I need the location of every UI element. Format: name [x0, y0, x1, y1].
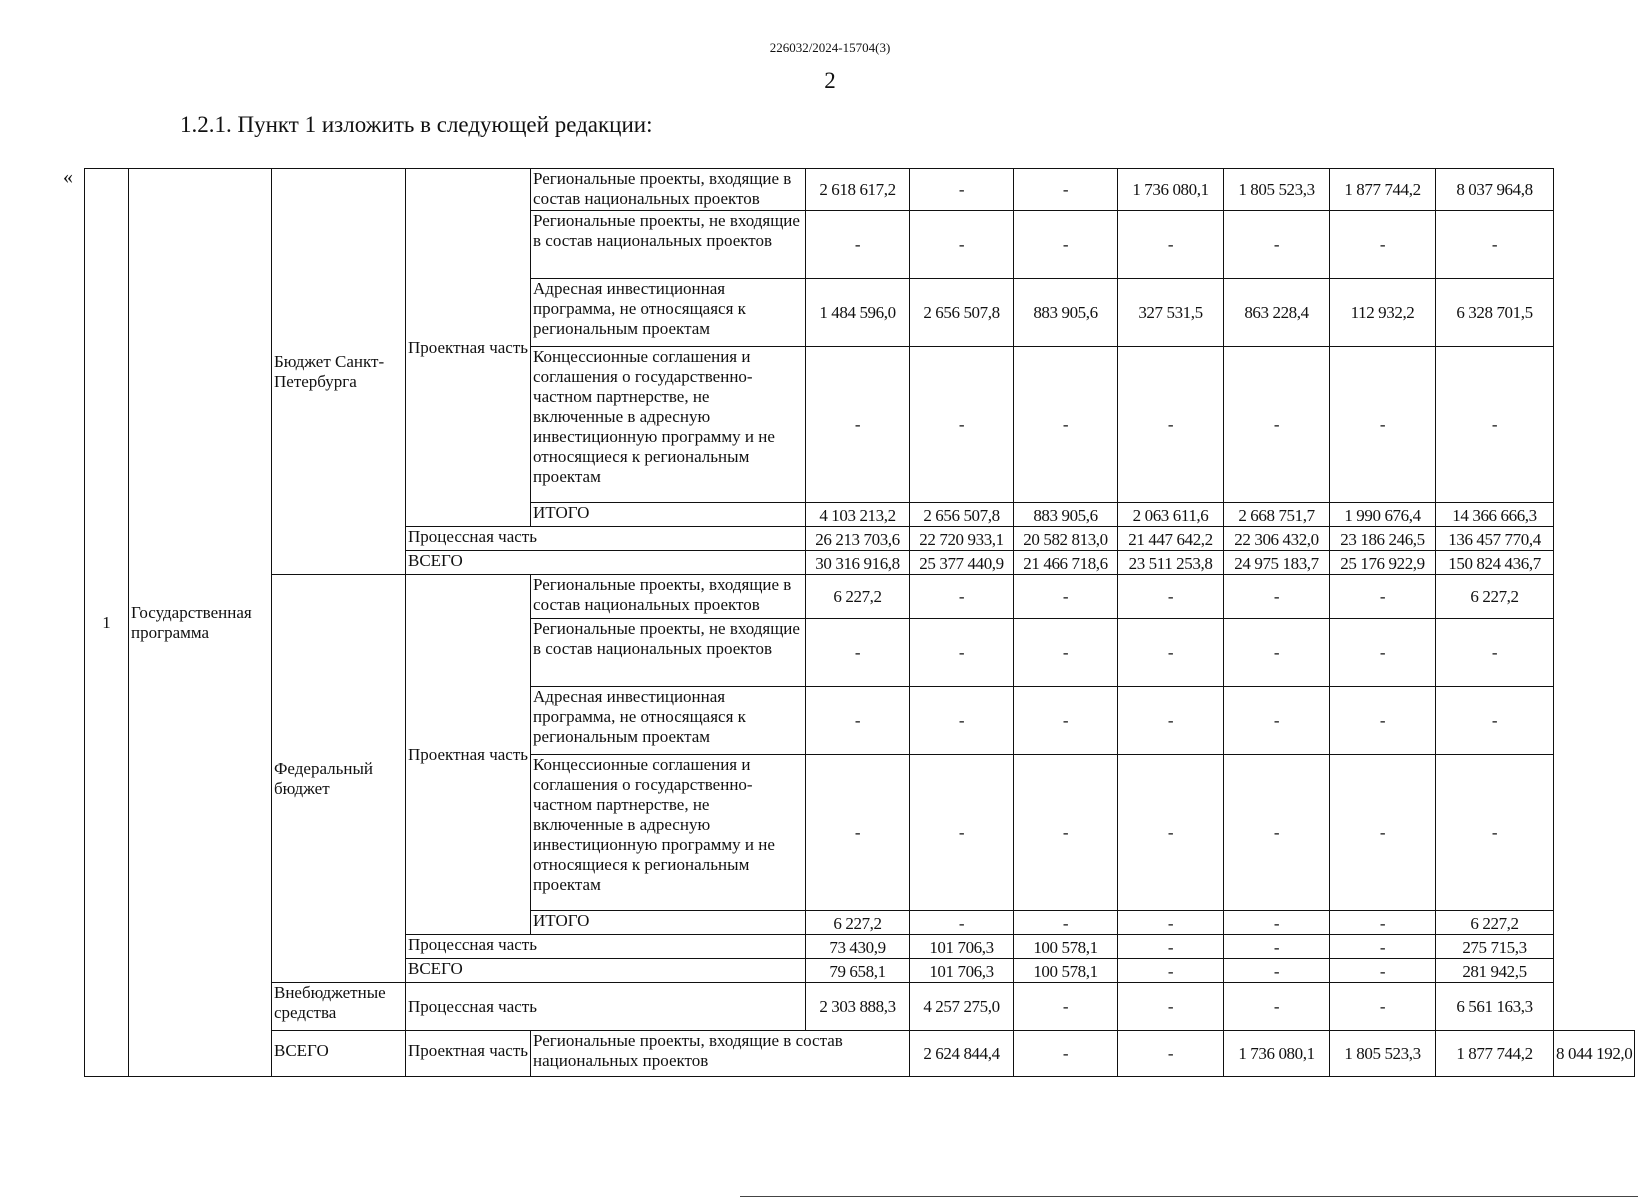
fed-project-part-label: Проектная часть [406, 575, 531, 935]
cell: 2 668 751,7 [1224, 503, 1330, 527]
cell: 136 457 770,4 [1436, 527, 1554, 551]
fed-process-label: Процессная часть [406, 935, 806, 959]
cell: - [1330, 575, 1436, 619]
cell: - [1330, 619, 1436, 687]
cell: 8 037 964,8 [1436, 169, 1554, 211]
cell: 1 877 744,2 [1436, 1031, 1554, 1077]
spb-aip-label: Адресная инвестиционная программа, не относящаяся к региональным проектам [531, 279, 806, 347]
fed-total-label: ВСЕГО [406, 959, 806, 983]
cell: 1 990 676,4 [1330, 503, 1436, 527]
cell: - [1330, 959, 1436, 983]
cell: - [1014, 1031, 1118, 1077]
grand-regional-national-label: Региональные проекты, входящие в состав национальных проектов [531, 1031, 910, 1077]
cell: - [806, 347, 910, 503]
spb-budget-label: Бюджет Санкт-Петербурга [272, 169, 406, 575]
spb-total-label: ВСЕГО [406, 551, 806, 575]
cell: 20 582 813,0 [1014, 527, 1118, 551]
cell: 24 975 183,7 [1224, 551, 1330, 575]
cell: - [1014, 755, 1118, 911]
cell: - [1014, 911, 1118, 935]
fed-aip-label: Адресная инвестиционная программа, не относящаяся к региональным проектам [531, 687, 806, 755]
cell: 2 656 507,8 [910, 503, 1014, 527]
opening-quote-mark: « [63, 166, 73, 188]
cell: - [1330, 983, 1436, 1031]
cell: 6 227,2 [1436, 575, 1554, 619]
extrabudget-label: Внебюджетные средства [272, 983, 406, 1031]
cell: - [1330, 911, 1436, 935]
cell: 2 063 611,6 [1118, 503, 1224, 527]
document-number: 226032/2024-15704(3) [769, 40, 891, 55]
program-label: Государственная программа [129, 169, 272, 1077]
cell: 26 213 703,6 [806, 527, 910, 551]
cell: - [806, 619, 910, 687]
cell: - [806, 211, 910, 279]
cell: 883 905,6 [1014, 503, 1118, 527]
cell: - [1118, 911, 1224, 935]
fed-regional-national-label: Региональные проекты, входящие в состав национальных проектов [531, 575, 806, 619]
grand-total-label: ВСЕГО [272, 1031, 406, 1077]
cell: 1 736 080,1 [1118, 169, 1224, 211]
cell: - [1118, 935, 1224, 959]
cell: - [1014, 983, 1118, 1031]
spb-itogo-label: ИТОГО [531, 503, 806, 527]
cell: 4 103 213,2 [806, 503, 910, 527]
cell: - [1330, 755, 1436, 911]
federal-budget-label: Федеральный бюджет [272, 575, 406, 983]
cell: - [1224, 959, 1330, 983]
cell: - [910, 619, 1014, 687]
cell: 6 227,2 [806, 911, 910, 935]
grand-total-row [85, 1031, 1635, 1077]
cell: 100 578,1 [1014, 935, 1118, 959]
cell: 14 366 666,3 [1436, 503, 1554, 527]
cell: 30 316 916,8 [806, 551, 910, 575]
cell: 883 905,6 [1014, 279, 1118, 347]
spb-regional-national-row [85, 169, 1635, 211]
cell: - [1224, 687, 1330, 755]
cell: - [910, 911, 1014, 935]
cell: - [1014, 687, 1118, 755]
cell: 275 715,3 [1436, 935, 1554, 959]
cell: - [910, 687, 1014, 755]
spb-regional-non-national-label: Региональные проекты, не входящие в состав национальных проектов [531, 211, 806, 279]
item-number: 1 [85, 169, 129, 1077]
cell: - [1436, 211, 1554, 279]
bottom-rule [740, 1196, 1638, 1197]
fed-itogo-label: ИТОГО [531, 911, 806, 935]
cell: 112 932,2 [1330, 279, 1436, 347]
cell: 21 447 642,2 [1118, 527, 1224, 551]
spb-process-label: Процессная часть [406, 527, 806, 551]
cell: 22 720 933,1 [910, 527, 1014, 551]
spb-concession-label: Концессионные соглашения и соглашения о государственно-частном партнерстве, не включенные в адресную инвестиционную программу и не относящиеся к региональным проектам [531, 347, 806, 503]
cell: - [1224, 935, 1330, 959]
cell: 2 303 888,3 [806, 983, 910, 1031]
cell: - [1118, 687, 1224, 755]
page-number: 2 [824, 68, 836, 93]
cell: - [1224, 575, 1330, 619]
cell: - [1118, 1031, 1224, 1077]
cell: - [1014, 347, 1118, 503]
cell: 1 805 523,3 [1224, 169, 1330, 211]
fed-concession-label: Концессионные соглашения и соглашения о государственно-частном партнерстве, не включенные в адресную инвестиционную программу и не относящиеся к региональным проектам [531, 755, 806, 911]
grand-project-part-label: Проектная часть [406, 1031, 531, 1077]
cell: - [1330, 347, 1436, 503]
cell: - [1118, 959, 1224, 983]
cell: 101 706,3 [910, 959, 1014, 983]
cell: - [1118, 755, 1224, 911]
spb-regional-national-label: Региональные проекты, входящие в состав национальных проектов [531, 169, 806, 211]
fed-regional-national-row [85, 575, 1635, 619]
cell: 2 624 844,4 [910, 1031, 1014, 1077]
cell: - [1118, 347, 1224, 503]
extra-process-row [85, 983, 1635, 1031]
cell: 150 824 436,7 [1436, 551, 1554, 575]
extra-process-label: Процессная часть [406, 983, 806, 1031]
cell: - [910, 575, 1014, 619]
cell: - [1014, 169, 1118, 211]
cell: 863 228,4 [1224, 279, 1330, 347]
cell: 79 658,1 [806, 959, 910, 983]
cell: - [910, 347, 1014, 503]
cell: 8 044 192,0 [1554, 1031, 1635, 1077]
cell: - [1224, 211, 1330, 279]
cell: - [806, 755, 910, 911]
cell: - [806, 687, 910, 755]
cell: - [1330, 211, 1436, 279]
cell: 6 561 163,3 [1436, 983, 1554, 1031]
cell: - [1014, 211, 1118, 279]
budget-table [84, 168, 1635, 1077]
cell: - [1436, 347, 1554, 503]
cell: 6 227,2 [1436, 911, 1554, 935]
cell: 100 578,1 [1014, 959, 1118, 983]
cell: - [1014, 619, 1118, 687]
spb-project-part-label: Проектная часть [406, 169, 531, 527]
cell: - [910, 169, 1014, 211]
cell: - [1224, 983, 1330, 1031]
cell: 281 942,5 [1436, 959, 1554, 983]
cell: 6 227,2 [806, 575, 910, 619]
cell: 2 656 507,8 [910, 279, 1014, 347]
cell: 1 805 523,3 [1330, 1031, 1436, 1077]
cell: - [1224, 911, 1330, 935]
cell: - [1436, 755, 1554, 911]
cell: 25 377 440,9 [910, 551, 1014, 575]
cell: 327 531,5 [1118, 279, 1224, 347]
cell: - [1014, 575, 1118, 619]
cell: 23 511 253,8 [1118, 551, 1224, 575]
cell: - [910, 211, 1014, 279]
fed-regional-non-national-label: Региональные проекты, не входящие в состав национальных проектов [531, 619, 806, 687]
cell: - [1224, 347, 1330, 503]
cell: - [1224, 755, 1330, 911]
cell: 101 706,3 [910, 935, 1014, 959]
cell: 25 176 922,9 [1330, 551, 1436, 575]
cell: 21 466 718,6 [1014, 551, 1118, 575]
cell: - [910, 755, 1014, 911]
cell: - [1330, 935, 1436, 959]
cell: 4 257 275,0 [910, 983, 1014, 1031]
cell: - [1436, 619, 1554, 687]
cell: 1 484 596,0 [806, 279, 910, 347]
cell: - [1118, 211, 1224, 279]
cell: - [1330, 687, 1436, 755]
cell: - [1224, 619, 1330, 687]
cell: 22 306 432,0 [1224, 527, 1330, 551]
cell: 1 736 080,1 [1224, 1031, 1330, 1077]
cell: 73 430,9 [806, 935, 910, 959]
cell: 6 328 701,5 [1436, 279, 1554, 347]
cell: 2 618 617,2 [806, 169, 910, 211]
cell: - [1118, 575, 1224, 619]
cell: - [1436, 687, 1554, 755]
cell: 1 877 744,2 [1330, 169, 1436, 211]
intro-text: 1.2.1. Пункт 1 изложить в следующей редакции: [180, 112, 653, 137]
cell: 23 186 246,5 [1330, 527, 1436, 551]
cell: - [1118, 983, 1224, 1031]
cell: - [1118, 619, 1224, 687]
